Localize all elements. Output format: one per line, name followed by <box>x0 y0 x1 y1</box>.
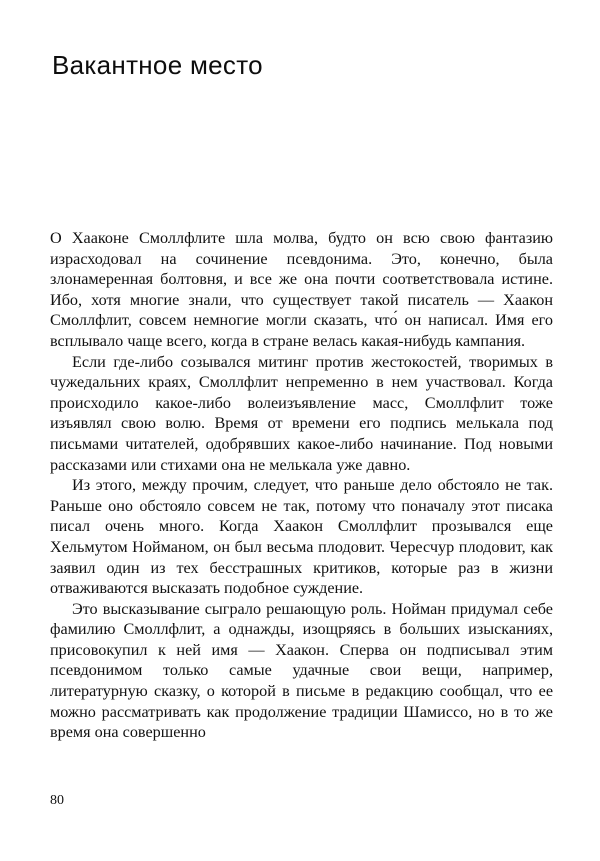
paragraph: Если где-либо созывался митинг против жестокостей, творимых в чужедальних краях, Смоллфлит непременно в нем участвовал. Когда происходило какое-либо волеизъявление масс, Смоллфлит тоже изъявлял свою волю. Время от времени его подпись мелькала под письмами читателей, одобрявших какое-либо начинание. Под новыми рассказами или стихами она не мелькала уже давно. <box>50 352 553 474</box>
page-number: 80 <box>50 793 64 808</box>
chapter-title: Вакантное место <box>52 50 263 80</box>
paragraph: О Хааконе Смоллфлите шла молва, будто он всю свою фантазию израсходовал на сочинение псевдонима. Это, конечно, была злонамеренная болтовня, и все же она почти соответствовала истине. Ибо, хотя многие знали, что существует такой писатель — Хаакон Смоллфлит, совсем немногие могли сказать, что́ он написал. Имя его всплывало чаще всего, когда в стране велась какая-нибудь кампания. <box>50 229 553 350</box>
paragraph: Из этого, между прочим, следует, что раньше дело обстояло не так. Раньше оно обстояло совсем не так, потому что поначалу этот писака писал очень много. Когда Хаакон Смоллфлит прозывался еще Хельмутом Нойманом, он был весьма плодовит. Чересчур плодовит, как заявил один из тех бесстрашных критиков, которые раз в жизни отваживаются высказать подобное суждение. <box>50 476 553 598</box>
paragraph: Это высказывание сыграло решающую роль. Нойман придумал себе фамилию Смоллфлит, а однажды, изощряясь в больших изысканиях, присовокупил к ней имя — Хаакон. Сперва он подписывал этим псевдонимом только самые удачные свои вещи, например, литературную сказку, о которой в письме в редакцию сообщал, что ее можно рассматривать как продолжение традиции Шамиссо, но в то же время она совершенно <box>50 599 553 742</box>
body-text <box>50 228 553 743</box>
